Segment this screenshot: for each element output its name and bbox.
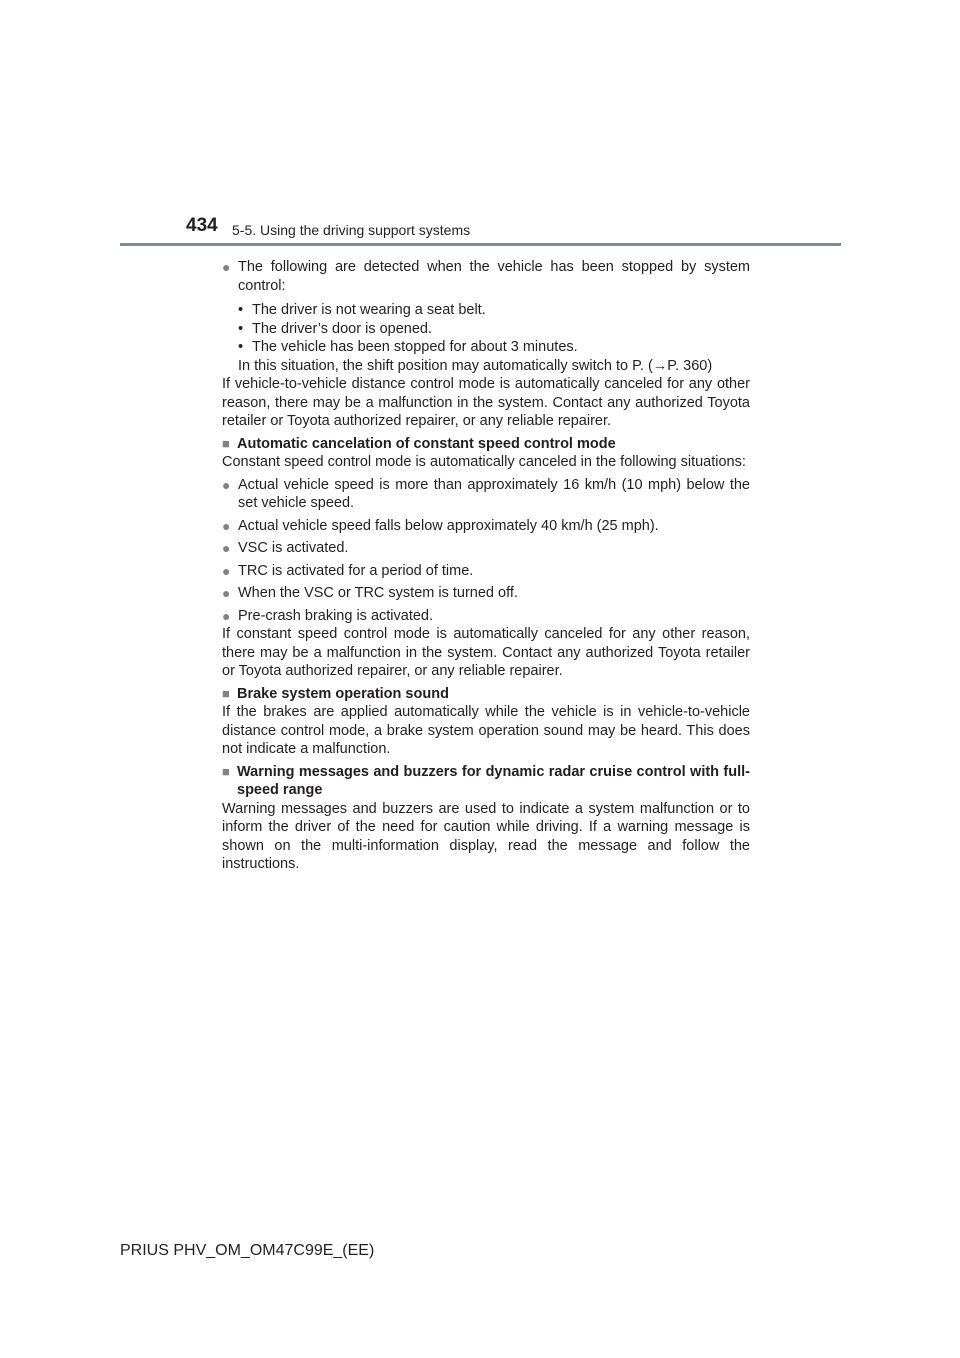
list-item — [238, 301, 750, 320]
bullet-icon: ● — [222, 607, 231, 624]
page-number: 434 — [186, 215, 218, 236]
dot-icon: • — [238, 302, 244, 318]
detected-conditions-list — [222, 301, 750, 357]
section-title: 5-5. Using the driving support systems — [232, 222, 471, 238]
list-item — [238, 320, 750, 339]
bullet-text: VSC is activated. — [238, 540, 349, 556]
cancel-condition-bullet — [222, 476, 750, 513]
section-heading-warning-messages — [222, 763, 750, 800]
page-reference-link[interactable]: P. 360) — [667, 357, 713, 374]
distance-mode-cancel-paragraph: If vehicle-to-vehicle distance control mode is automatically canceled for any other reason, there may be a malfunction in the system. Contact any authorized Toyota retailer or Toyota authorized repairer, or any reliable repairer. — [222, 376, 750, 429]
bullet-icon: ● — [222, 476, 231, 493]
arrow-icon: → — [652, 357, 668, 374]
note-text: In this situation, the shift position may automatically switch to P. ( — [238, 357, 653, 374]
cancel-condition-bullet — [222, 539, 750, 558]
bullet-text: TRC is activated for a period of time. — [238, 562, 474, 579]
section-heading-brake-sound — [222, 685, 750, 704]
bullet-text: Actual vehicle speed is more than approximately 16 km/h (10 mph) below the set vehicle speed. — [238, 476, 750, 511]
bullet-icon: ● — [222, 517, 231, 534]
bullet-icon: ● — [222, 562, 231, 579]
list-item-text: The driver is not wearing a seat belt. — [252, 302, 486, 318]
list-item-text: The vehicle has been stopped for about 3 minutes. — [252, 339, 578, 355]
detected-conditions-bullet — [222, 258, 750, 295]
cancel-condition-bullet — [222, 607, 750, 626]
cancel-condition-bullet — [222, 562, 750, 581]
section-heading-constant-speed — [222, 435, 750, 454]
shift-position-note — [222, 357, 750, 376]
dot-icon: • — [238, 339, 244, 355]
document-code: PRIUS PHV_OM_OM47C99E_(EE) — [120, 1242, 375, 1259]
bullet-text: When the VSC or TRC system is turned off. — [238, 585, 518, 601]
list-item — [238, 338, 750, 357]
bullet-text: Actual vehicle speed falls below approximately 40 km/h (25 mph). — [238, 517, 659, 534]
cancel-condition-bullet — [222, 517, 750, 536]
constant-speed-intro: Constant speed control mode is automatically canceled in the following situations: — [222, 454, 746, 470]
cancel-condition-bullet — [222, 584, 750, 603]
square-icon: ■ — [222, 685, 230, 701]
bullet-icon: ● — [222, 540, 231, 556]
list-item-text: The driver’s door is opened. — [252, 320, 433, 337]
heading-text: Warning messages and buzzers for dynamic radar cruise control with full-speed range — [237, 763, 750, 798]
square-icon: ■ — [222, 763, 230, 779]
bullet-text: Pre-crash braking is activated. — [238, 607, 434, 624]
heading-text: Brake system operation sound — [237, 685, 449, 702]
heading-text: Automatic cancelation of constant speed control mode — [237, 435, 616, 452]
dot-icon: • — [238, 320, 244, 337]
constant-speed-cancel-paragraph: If constant speed control mode is automatically canceled for any other reason, there may be a malfunction in the system. Contact any authorized Toyota retailer or Toyota authorized repairer, or any reliable repairer. — [222, 626, 750, 679]
brake-sound-paragraph: If the brakes are applied automatically while the vehicle is in vehicle-to-vehicle distance control mode, a brake system operation sound may be heard. This does not indicate a malfunction. — [222, 704, 750, 757]
warning-messages-paragraph: Warning messages and buzzers are used to indicate a system malfunction or to inform the driver of the need for caution while driving. If a warning message is shown on the multi-information display, read the message and follow the instructions. — [222, 800, 750, 872]
page-content — [222, 254, 750, 874]
square-icon: ■ — [222, 435, 230, 451]
bullet-text: The following are detected when the vehicle has been stopped by system control: — [238, 259, 750, 294]
bullet-icon: ● — [222, 259, 231, 275]
header-rule — [120, 243, 841, 246]
bullet-icon: ● — [222, 585, 231, 601]
